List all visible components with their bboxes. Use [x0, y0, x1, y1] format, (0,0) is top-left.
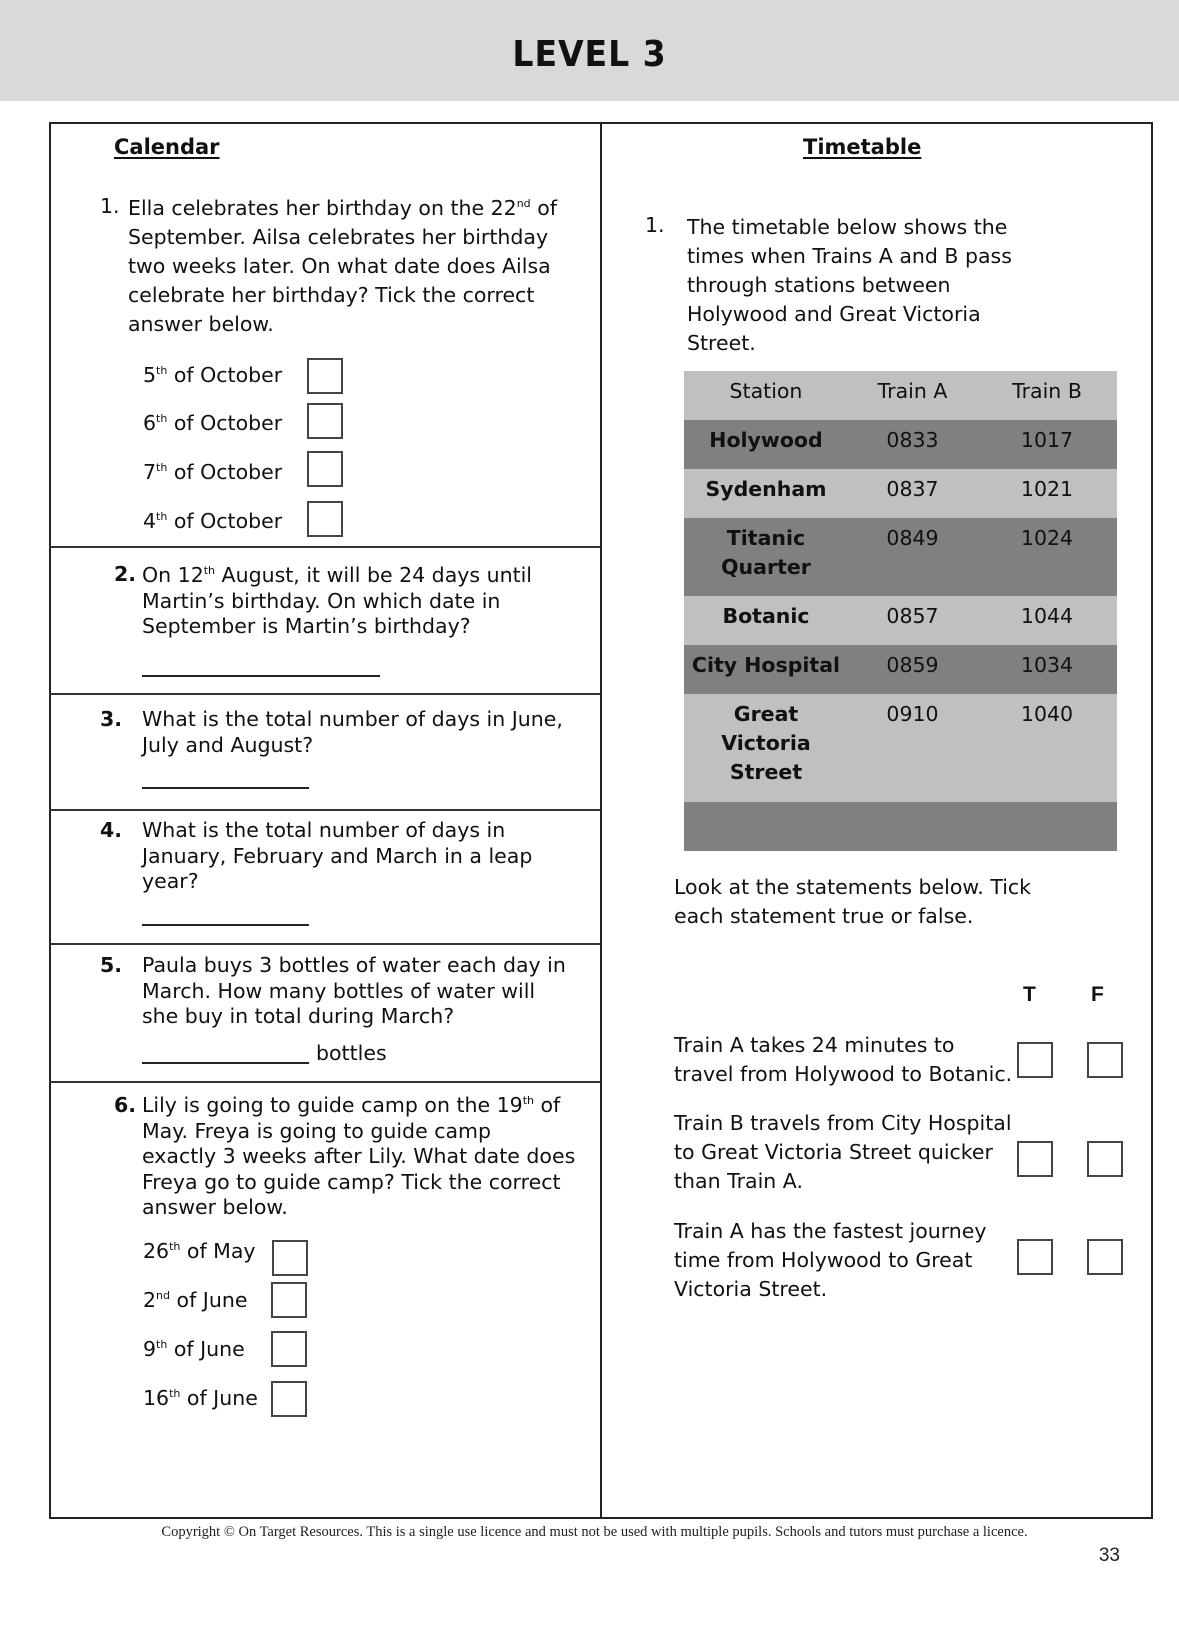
- timetable-section-title: Timetable: [803, 135, 922, 159]
- row-divider: [49, 693, 601, 695]
- answer-line-q3[interactable]: [142, 787, 309, 789]
- tick-box-2nd-june[interactable]: [271, 1282, 307, 1318]
- page-number: 33: [1098, 1545, 1120, 1566]
- station-name: Sydenham: [705, 477, 827, 501]
- question-number: 5.: [100, 953, 123, 977]
- answer-unit: bottles: [316, 1041, 387, 1065]
- question-number: 1.: [100, 194, 120, 218]
- train-a-time: 0857: [886, 604, 939, 628]
- false-tick-box[interactable]: [1087, 1239, 1123, 1275]
- train-b-time: 1021: [1020, 477, 1074, 501]
- copyright-notice: Copyright © On Target Resources. This is a single use licence and must not be used with multiple pupils. Schools and tutors must purchase a licence.: [161, 1524, 1028, 1540]
- false-tick-box[interactable]: [1087, 1042, 1123, 1078]
- station-name: Botanic: [722, 604, 810, 628]
- tick-box-6th-october[interactable]: [307, 403, 343, 439]
- train-a-time: 0833: [886, 428, 939, 452]
- answer-line-q4[interactable]: [142, 924, 309, 926]
- option-label: 26th of May: [143, 1239, 256, 1263]
- true-tick-box[interactable]: [1017, 1239, 1053, 1275]
- option-label: 6th of October: [143, 411, 283, 435]
- true-tick-box[interactable]: [1017, 1042, 1053, 1078]
- option-label: 4th of October: [143, 509, 283, 533]
- train-b-time: 1044: [1020, 604, 1074, 628]
- station-name: Titanic Quarter: [721, 526, 811, 579]
- table-row: [684, 645, 1117, 694]
- train-b-time: 1034: [1020, 653, 1074, 677]
- question-text: What is the total number of days in June, July and August?: [142, 707, 563, 757]
- option-label: 16th of June: [143, 1386, 258, 1410]
- true-tick-box[interactable]: [1017, 1141, 1053, 1177]
- column-divider: [600, 122, 602, 1519]
- question-text: What is the total number of days in January, February and March in a leap year?: [142, 818, 533, 893]
- statement-text: Train B travels from City Hospital to Great Victoria Street quicker than Train A.: [674, 1111, 1012, 1193]
- option-label: 7th of October: [143, 460, 283, 484]
- column-header-train-b: Train B: [1012, 379, 1082, 403]
- tick-box-16th-june[interactable]: [271, 1381, 307, 1417]
- table-row: [684, 518, 1117, 596]
- tf-instructions: Look at the statements below. Tick each statement true or false.: [674, 875, 1032, 928]
- question-number: 6.: [114, 1093, 137, 1117]
- tick-box-9th-june[interactable]: [271, 1331, 307, 1367]
- train-a-time: 0859: [886, 653, 939, 677]
- option-label: 9th of June: [143, 1337, 245, 1361]
- question-number: 1.: [645, 213, 665, 237]
- row-divider: [49, 943, 601, 945]
- table-row: [684, 420, 1117, 469]
- question-number: 2.: [114, 562, 137, 586]
- false-column-header: F: [1091, 983, 1104, 1006]
- question-text: Ella celebrates her birthday on the 22nd of September. Ailsa celebrates her birthday two weeks later. On what date does Ailsa celebrate her birthday? Tick the correct answer below.: [128, 196, 557, 336]
- true-column-header: T: [1023, 983, 1036, 1006]
- table-row: [684, 694, 1117, 802]
- tick-box-26th-may[interactable]: [272, 1240, 308, 1276]
- table-row-empty: [684, 802, 1117, 851]
- station-name: City Hospital: [691, 653, 841, 677]
- calendar-section-title: Calendar: [114, 135, 220, 159]
- row-divider: [49, 1081, 601, 1083]
- row-divider: [49, 809, 601, 811]
- statement-text: Train A takes 24 minutes to travel from Holywood to Botanic.: [674, 1033, 1013, 1086]
- tick-box-4th-october[interactable]: [307, 501, 343, 537]
- option-label: 5th of October: [143, 363, 283, 387]
- station-name: Great Victoria Street: [721, 702, 811, 784]
- question-number: 4.: [100, 818, 123, 842]
- train-a-time: 0910: [886, 702, 939, 726]
- question-text: Paula buys 3 bottles of water each day in March. How many bottles of water will she buy in total during March?: [142, 953, 566, 1028]
- question-text: On 12th August, it will be 24 days until Martin’s birthday. On which date in September is Martin’s birthday?: [142, 563, 533, 638]
- train-b-time: 1024: [1020, 526, 1074, 550]
- train-b-time: 1040: [1020, 702, 1074, 726]
- question-text: Lily is going to guide camp on the 19th of May. Freya is going to guide camp exactly 3 weeks after Lily. What date does Freya go to guide camp? Tick the correct answer below.: [142, 1093, 576, 1219]
- statement-text: Train A has the fastest journey time from Holywood to Great Victoria Street.: [674, 1219, 987, 1301]
- row-divider: [49, 546, 601, 548]
- station-name: Holywood: [709, 428, 823, 452]
- question-number: 3.: [100, 707, 123, 731]
- option-label: 2nd of June: [143, 1288, 248, 1312]
- table-row: [684, 596, 1117, 645]
- tick-box-5th-october[interactable]: [307, 358, 343, 394]
- table-header-row: [684, 371, 1117, 420]
- page-title: LEVEL 3: [512, 34, 667, 75]
- false-tick-box[interactable]: [1087, 1141, 1123, 1177]
- train-timetable: [684, 371, 1117, 851]
- answer-line-q5[interactable]: [142, 1062, 309, 1064]
- train-b-time: 1017: [1020, 428, 1074, 452]
- column-header-train-a: Train A: [877, 379, 948, 403]
- train-a-time: 0849: [886, 526, 939, 550]
- column-header-station: Station: [729, 379, 803, 403]
- answer-line-q2[interactable]: [142, 675, 380, 677]
- tick-box-7th-october[interactable]: [307, 451, 343, 487]
- table-row: [684, 469, 1117, 518]
- train-a-time: 0837: [886, 477, 939, 501]
- timetable-intro: The timetable below shows the times when Trains A and B pass through stations between Holywood and Great Victoria Street.: [687, 215, 1012, 355]
